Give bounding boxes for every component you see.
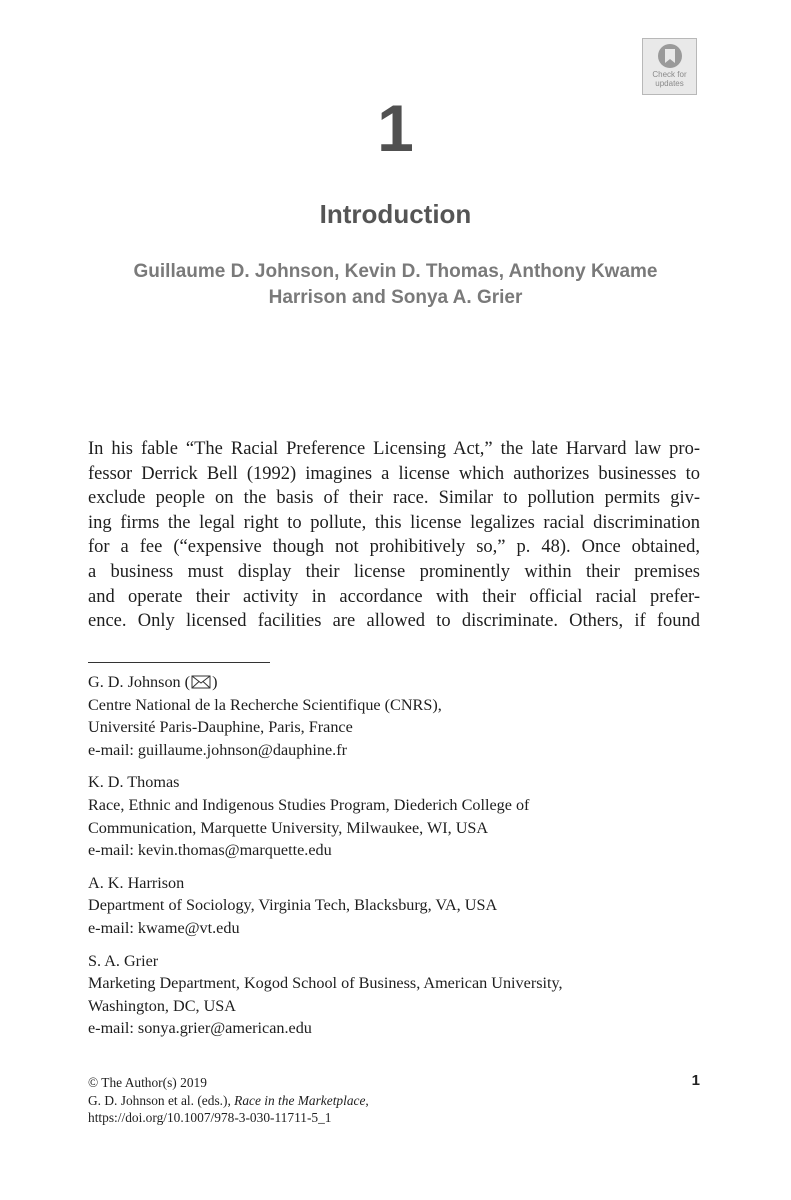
affiliation-name: G. D. Johnson ( ) (88, 673, 218, 691)
book-title: Race in the Marketplace (234, 1092, 366, 1108)
envelope-icon[interactable] (191, 675, 211, 689)
affiliation-line: Marketing Department, Kogod School of Business, American University, (88, 974, 563, 993)
body-line: a business must display their license prominently within their premises (88, 561, 700, 582)
badge-label-line2: updates (655, 79, 684, 88)
body-line: for a fee (“expensive though not prohibitively so,” p. 48). Once obtained, (88, 537, 700, 558)
copyright-footer (88, 1074, 700, 1127)
affiliation-line: Race, Ethnic and Indigenous Studies Program, Diederich College of (88, 795, 530, 814)
author-line-1: Guillaume D. Johnson, Kevin D. Thomas, Anthony Kwame (133, 261, 658, 282)
affiliation-name: A. K. Harrison (88, 873, 185, 892)
chapter-title: Introduction (319, 199, 472, 229)
footnote-divider (88, 662, 270, 663)
affiliation-thomas (88, 771, 700, 861)
chapter-number: 1 (377, 91, 414, 165)
check-for-updates-badge[interactable] (642, 38, 697, 95)
affiliation-line: Communication, Marquette University, Milwaukee, WI, USA (88, 818, 489, 837)
affiliations (88, 671, 700, 1050)
email-link[interactable]: e-mail: kwame@vt.edu (88, 918, 240, 937)
bookmark-icon (655, 42, 685, 70)
affiliation-harrison (88, 872, 700, 940)
doi-link[interactable]: https://doi.org/10.1007/978-3-030-11711-5_1 (88, 1110, 332, 1125)
body-line: exclude people on the basis of their race. Similar to pollution permits giv- (88, 488, 700, 509)
body-line: ence. Only licensed facilities are allowed to discriminate. Others, if found (88, 611, 700, 632)
body-line: and operate their activity in accordance with their official racial prefer- (88, 586, 700, 607)
email-link[interactable]: e-mail: kevin.thomas@marquette.edu (88, 841, 332, 860)
body-paragraph (88, 437, 700, 634)
affiliation-name: S. A. Grier (88, 951, 159, 970)
badge-label-line1: Check for (652, 70, 687, 79)
citation-line: G. D. Johnson et al. (eds.), Race in the Marketplace, (88, 1092, 369, 1108)
email-link[interactable]: e-mail: sonya.grier@american.edu (88, 1019, 312, 1038)
affiliation-grier (88, 950, 700, 1040)
body-line: In his fable “The Racial Preference Licensing Act,” the late Harvard law pro- (88, 439, 700, 459)
body-line: fessor Derrick Bell (1992) imagines a license which authorizes businesses to (88, 463, 700, 484)
page-number: 1 (691, 1072, 700, 1089)
email-link[interactable]: e-mail: guillaume.johnson@dauphine.fr (88, 740, 348, 759)
body-line: ing firms the legal right to pollute, this license legalizes racial discrimination (88, 512, 700, 533)
affiliation-line: Washington, DC, USA (88, 996, 236, 1015)
affiliation-line: Université Paris-Dauphine, Paris, France (88, 718, 353, 737)
affiliation-line: Department of Sociology, Virginia Tech, Blacksburg, VA, USA (88, 896, 498, 915)
affiliation-line: Centre National de la Recherche Scientifique (CNRS), (88, 695, 442, 714)
affiliation-johnson (88, 671, 700, 761)
copyright-line: © The Author(s) 2019 (88, 1075, 207, 1090)
affiliation-name: K. D. Thomas (88, 773, 180, 792)
author-line-2: Harrison and Sonya A. Grier (268, 287, 523, 308)
author-list (80, 259, 711, 311)
